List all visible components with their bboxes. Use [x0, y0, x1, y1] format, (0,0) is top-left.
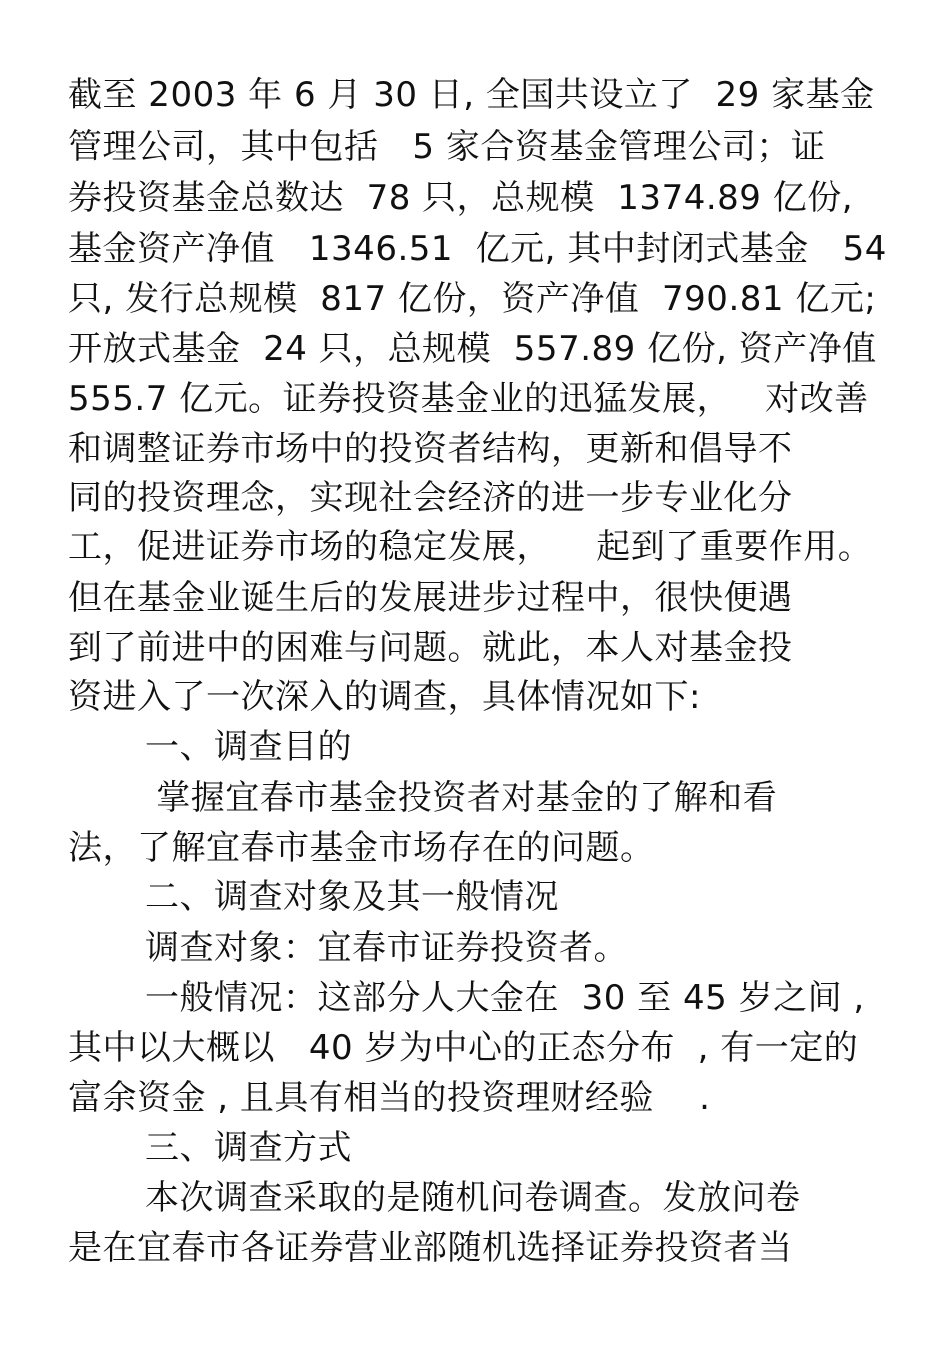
paragraph-line: 券投资基金总数达 78 只，总规模 1374.89 亿份, — [68, 178, 854, 218]
section-heading: 二、调查对象及其一般情况 — [145, 877, 559, 917]
paragraph-line: 调查对象：宜春市证券投资者。 — [145, 928, 628, 968]
paragraph-line: 一般情况：这部分人大金在 30 至 45 岁之间 , — [145, 978, 865, 1018]
paragraph-line: 掌握宜春市基金投资者对基金的了解和看 — [145, 778, 778, 818]
paragraph-line: 工，促进证券市场的稳定发展， 起到了重要作用。 — [68, 527, 873, 567]
paragraph-line: 只, 发行总规模 817 亿份，资产净值 790.81 亿元; — [68, 279, 877, 319]
paragraph-line: 法，了解宜春市基金市场存在的问题。 — [68, 828, 655, 868]
paragraph-line: 基金资产净值 1346.51 亿元, 其中封闭式基金 54 — [68, 229, 887, 269]
paragraph-line: 管理公司，其中包括 5 家合资基金管理公司；证 — [68, 127, 826, 167]
paragraph-line: 但在基金业诞生后的发展进步过程中，很快便遇 — [68, 578, 793, 618]
paragraph-line: 是在宜春市各证券营业部随机选择证券投资者当 — [68, 1228, 793, 1268]
paragraph-line: 555.7 亿元。证券投资基金业的迅猛发展， 对改善 — [68, 379, 869, 419]
section-heading: 三、调查方式 — [145, 1128, 352, 1168]
paragraph-line: 其中以大概以 40 岁为中心的正态分布 , 有一定的 — [68, 1028, 859, 1068]
paragraph-line: 截至 2003 年 6 月 30 日, 全国共设立了 29 家基金 — [68, 75, 875, 115]
paragraph-line: 到了前进中的困难与问题。就此，本人对基金投 — [68, 628, 793, 668]
paragraph-line: 本次调查采取的是随机问卷调查。发放问卷 — [145, 1178, 801, 1218]
paragraph-line: 资进入了一次深入的调查，具体情况如下: — [68, 677, 701, 717]
paragraph-line: 和调整证券市场中的投资者结构，更新和倡导不 — [68, 429, 793, 469]
section-heading: 一、调查目的 — [145, 727, 352, 767]
paragraph-line: 开放式基金 24 只，总规模 557.89 亿份, 资产净值 — [68, 329, 877, 369]
paragraph-line: 同的投资理念，实现社会经济的进一步专业化分 — [68, 478, 793, 518]
paragraph-line: 富余资金 , 且具有相当的投资理财经验 . — [68, 1078, 711, 1118]
